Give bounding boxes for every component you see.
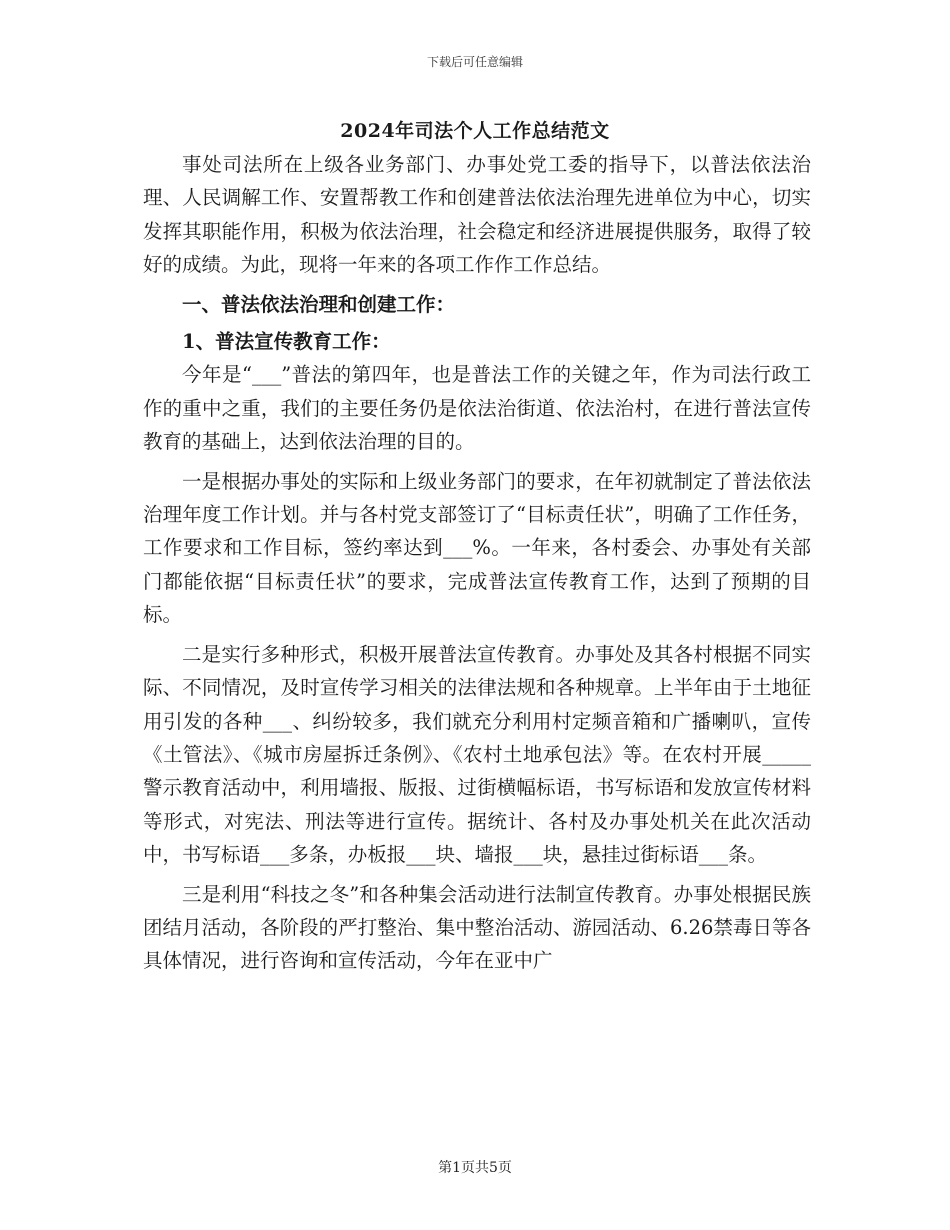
document-title: 2024年司法个人工作总结范文 bbox=[340, 120, 610, 142]
paragraph-year-context: 今年是“___”普法的第四年，也是普法工作的关键之年，作为司法行政工作的重中之重，我们的主要任务仍是依法治街道、依法治村，在进行普法宣传教育的基础上，达到依法治理的目的。 bbox=[143, 363, 811, 454]
paragraph-intro: 事处司法所在上级各业务部门、办事处党工委的指导下，以普法依法治理、人民调解工作、安置帮教工作和创建普法依法治理先进单位为中心，切实发挥其职能作用，积极为依法治理，社会稳定和经济进展提供服务，取得了较好的成绩。为此，现将一年来的各项工作作工作总结。 bbox=[143, 153, 811, 277]
section-heading-1: 一、普法依法治理和创建工作： bbox=[182, 292, 456, 316]
subsection-heading-1: 1、普法宣传教育工作： bbox=[182, 330, 391, 354]
paragraph-point-one: 一是根据办事处的实际和上级业务部门的要求，在年初就制定了普法依法治理年度工作计划。并与各村党支部签订了“目标责任状”，明确了工作任务，工作要求和工作目标，签约率达到___%。一年来，各村委会、办事处有关部门都能依据“目标责任状”的要求，完成普法宣传教育工作，达到了预期的目标。 bbox=[143, 469, 811, 627]
download-note: 下载后可任意编辑 bbox=[426, 55, 523, 69]
page-number: 第1页共5页 bbox=[438, 1160, 512, 1176]
paragraph-point-two: 二是实行多种形式，积极开展普法宣传教育。办事处及其各村根据不同实际、不同情况，及时宣传学习相关的法律法规和各种规章。上半年由于土地征用引发的各种___、纠纷较多，我们就充分利用村定频音箱和广播喇叭，宣传《土管法》、《城市房屋拆迁条例》、《农村土地承包法》等。在农村开展_____警示教育活动中，利用墙报、版报、过街横幅标语，书写标语和发放宣传材料等形式，对宪法、刑法等进行宣传。据统计、各村及办事处机关在此次活动中，书写标语___多条，办板报___块、墙报___块，悬挂过街标语___条。 bbox=[143, 642, 811, 867]
paragraph-point-three: 三是利用“科技之冬”和各种集会活动进行法制宣传教育。办事处根据民族团结月活动，各阶段的严打整治、集中整治活动、游园活动、6.26禁毒日等各具体情况，进行咨询和宣传活动，今年在亚中广 bbox=[143, 882, 811, 973]
document-body bbox=[143, 148, 811, 978]
